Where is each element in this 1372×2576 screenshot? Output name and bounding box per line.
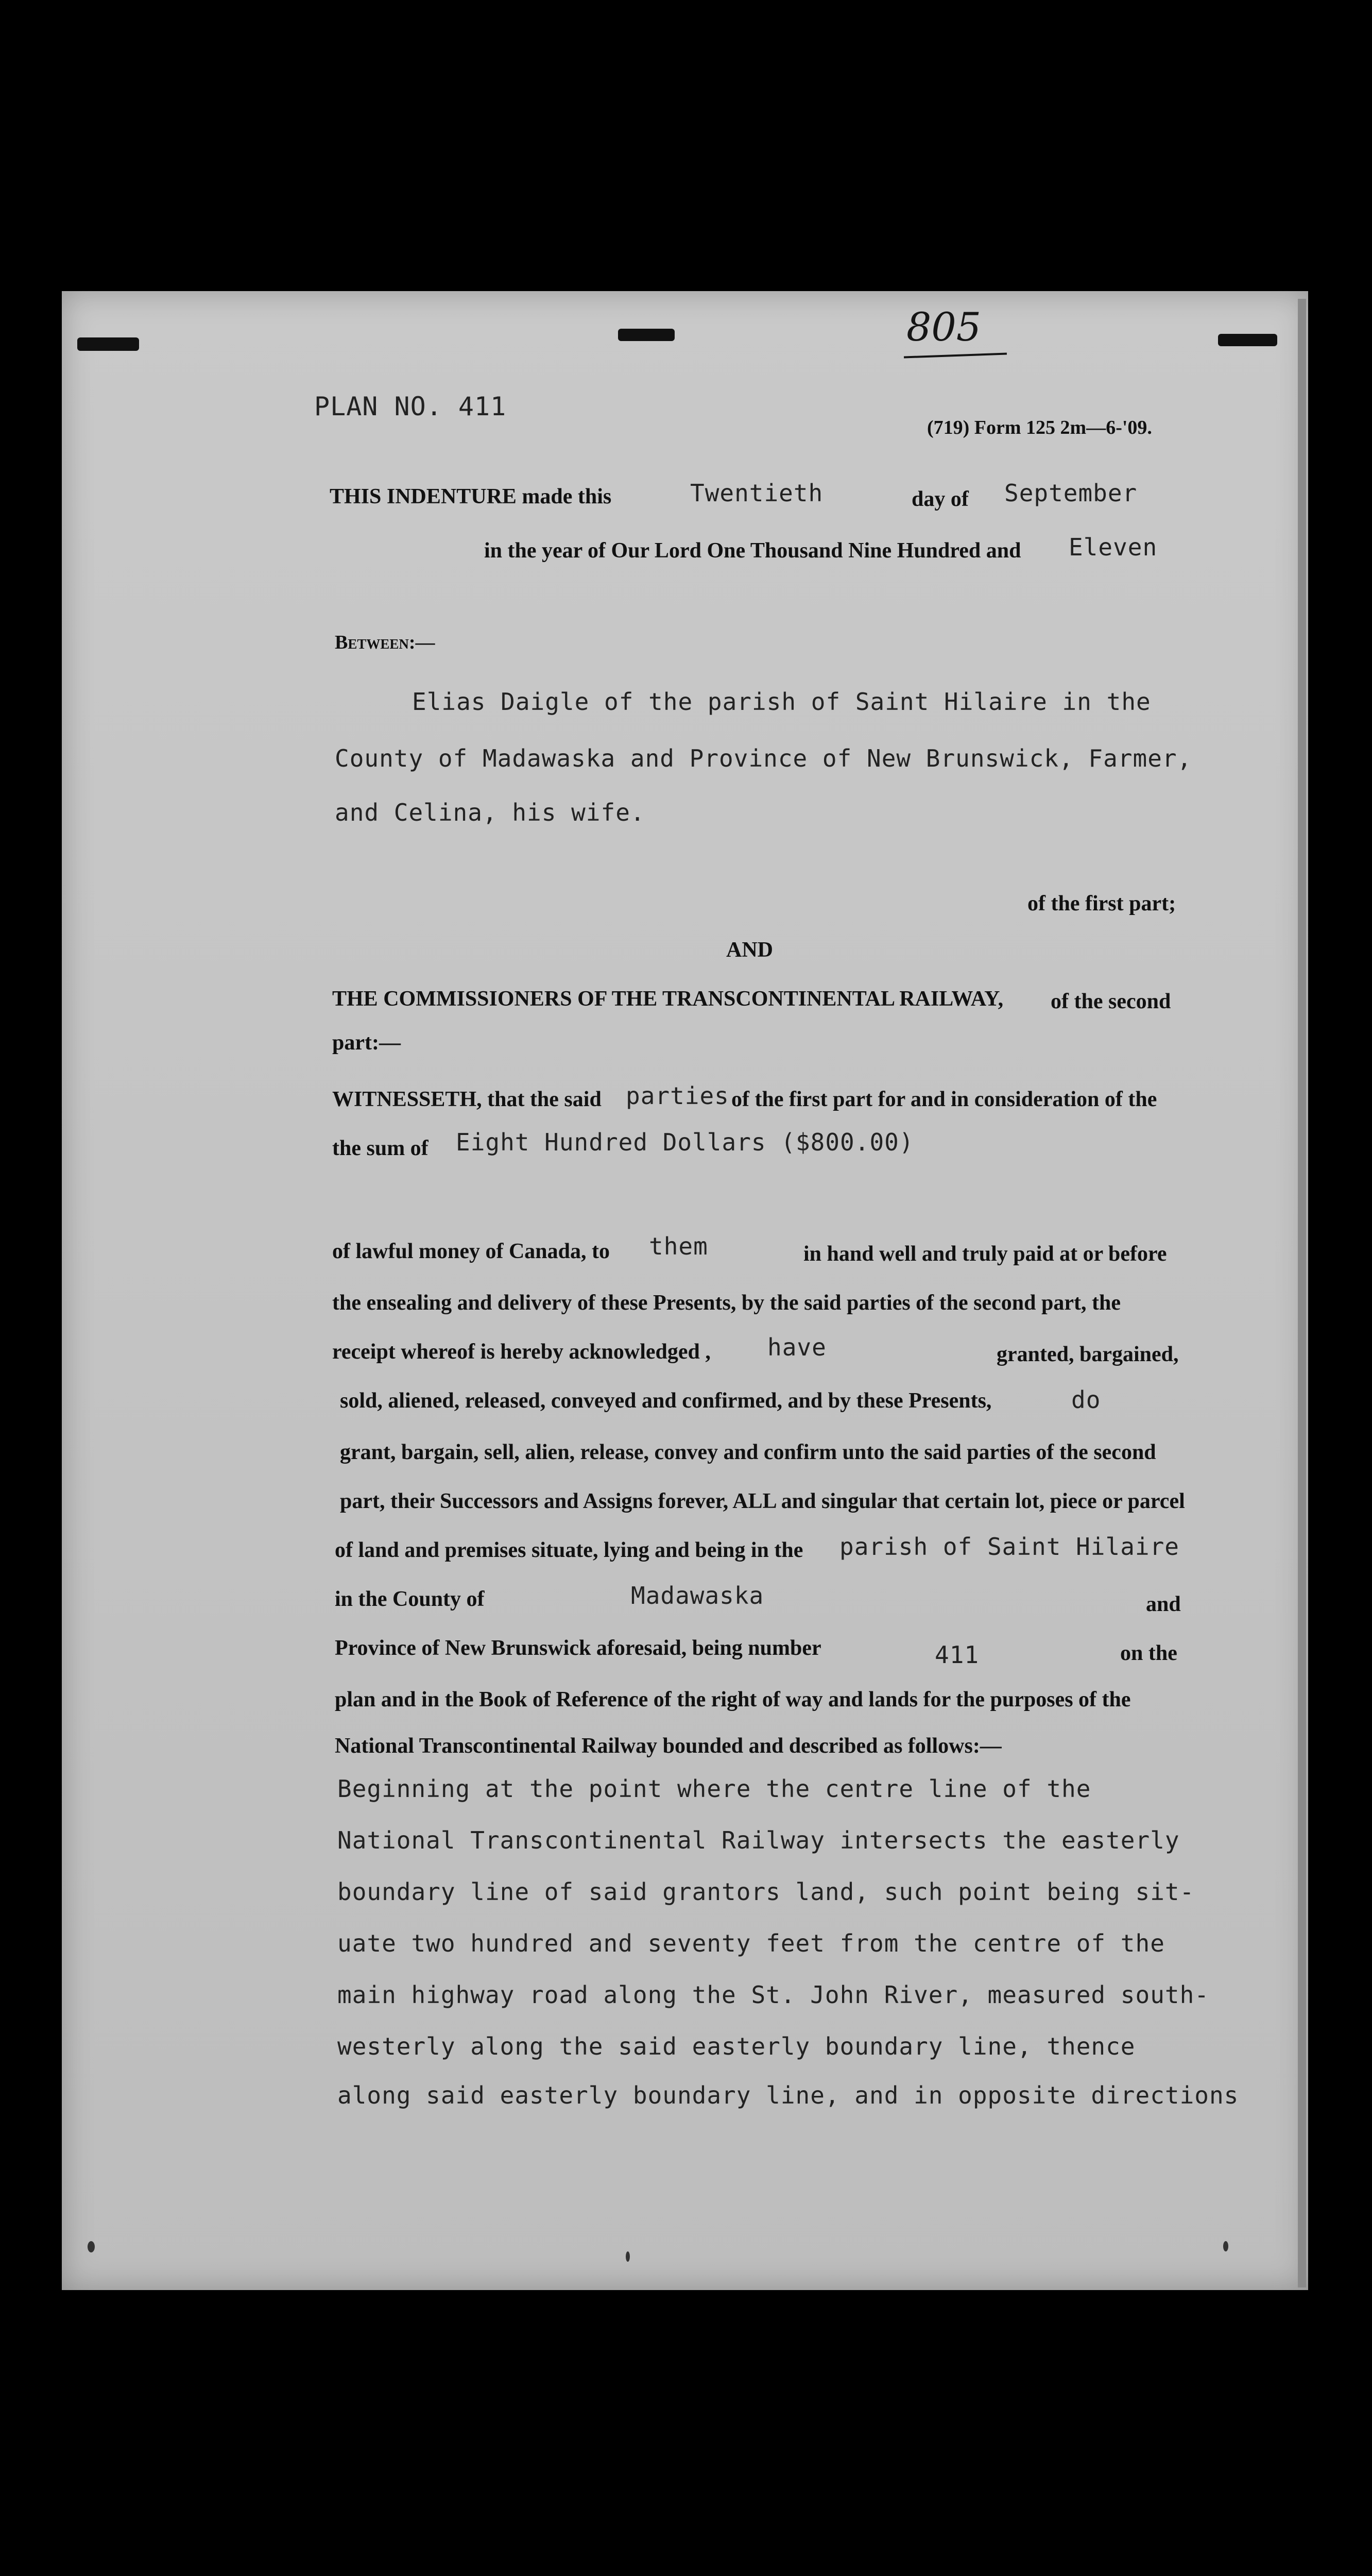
punch-hole-left [77, 337, 139, 351]
part-label: part:— [332, 1031, 401, 1055]
money-lead: of lawful money of Canada, to [332, 1240, 610, 1263]
second-part-label: of the second [1051, 990, 1171, 1013]
receipt-rest: granted, bargained, [997, 1343, 1179, 1366]
party-line-3: and Celina, his wife. [335, 799, 645, 826]
margin-mark [1223, 2241, 1228, 2251]
province-lead: Province of New Brunswick aforesaid, being number [335, 1636, 821, 1660]
indenture-month: September [1004, 479, 1138, 507]
first-part-label: of the first part; [1027, 892, 1176, 916]
part-line: part, their Successors and Assigns forever, ALL and singular that certain lot, piece or parcel [340, 1489, 1185, 1513]
margin-mark [88, 2241, 95, 2252]
between-label: Between:— [335, 632, 435, 653]
sold-lead: sold, aliened, released, conveyed and confirmed, and by these Presents, [340, 1389, 992, 1413]
description-line-2: National Transcontinental Railway intersects the easterly [337, 1826, 1180, 1854]
witnesseth-parties: parties [626, 1082, 729, 1110]
handwritten-page-number: 805 [906, 304, 982, 350]
county-name: Madawaska [631, 1582, 764, 1609]
county-lead: in the County of [335, 1587, 485, 1611]
indenture-lead: THIS INDENTURE made this [330, 485, 612, 509]
national-line: National Transcontinental Railway bounded and described as follows:— [335, 1734, 1002, 1758]
land-lead: of land and premises situate, lying and being in the [335, 1538, 803, 1562]
witnesseth-lead: WITNESSETH, that the said [332, 1088, 602, 1111]
description-line-4: uate two hundred and seventy feet from the centre of the [337, 1929, 1165, 1957]
margin-mark [626, 2251, 630, 2262]
ensealing-line: the ensealing and delivery of these Presents, by the said parties of the second part, the [332, 1291, 1121, 1315]
form-number: (719) Form 125 2m—6-'09. [927, 417, 1152, 438]
indenture-year: Eleven [1069, 533, 1158, 561]
indenture-year-lead: in the year of Our Lord One Thousand Nine Hundred and [484, 539, 1021, 563]
party-line-1: Elias Daigle of the parish of Saint Hilaire in the [412, 688, 1151, 716]
description-line-3: boundary line of said grantors land, such point being sit- [337, 1878, 1195, 1906]
party-line-2: County of Madawaska and Province of New Brunswick, Farmer, [335, 744, 1192, 772]
page-edge [1298, 299, 1306, 2287]
punch-hole-right [1218, 334, 1277, 346]
indenture-day-of: day of [912, 487, 969, 511]
commissioners-line: THE COMMISSIONERS OF THE TRANSCONTINENTAL RAILWAY, [332, 987, 1004, 1011]
money-to: them [649, 1232, 708, 1260]
land-parish: parish of Saint Hilaire [839, 1533, 1179, 1561]
description-line-7: along said easterly boundary line, and in opposite directions [337, 2081, 1239, 2109]
sum-lead: the sum of [332, 1137, 428, 1160]
lot-number: 411 [935, 1641, 980, 1669]
on-the: on the [1120, 1641, 1177, 1665]
description-line-6: westerly along the said easterly boundary line, thence [337, 2032, 1136, 2060]
receipt-have: have [767, 1333, 827, 1361]
description-line-1: Beginning at the point where the centre line of the [337, 1775, 1091, 1803]
receipt-lead: receipt whereof is hereby acknowledged , [332, 1340, 711, 1364]
sum-amount: Eight Hundred Dollars ($800.00) [456, 1128, 914, 1156]
description-line-5: main highway road along the St. John River, measured south- [337, 1981, 1209, 2009]
punch-hole-center [618, 329, 675, 341]
witnesseth-rest: of the first part for and in consideration of the [731, 1088, 1157, 1111]
plan-number: PLAN NO. 411 [314, 392, 507, 421]
county-and: and [1146, 1592, 1181, 1616]
plan-line: plan and in the Book of Reference of the right of way and lands for the purposes of the [335, 1688, 1131, 1711]
sold-do: do [1071, 1386, 1101, 1414]
money-rest: in hand well and truly paid at or before [803, 1242, 1167, 1266]
grant-line: grant, bargain, sell, alien, release, convey and confirm unto the said parties of the second [340, 1440, 1156, 1464]
and-label: AND [726, 938, 773, 962]
indenture-day: Twentieth [690, 479, 824, 507]
